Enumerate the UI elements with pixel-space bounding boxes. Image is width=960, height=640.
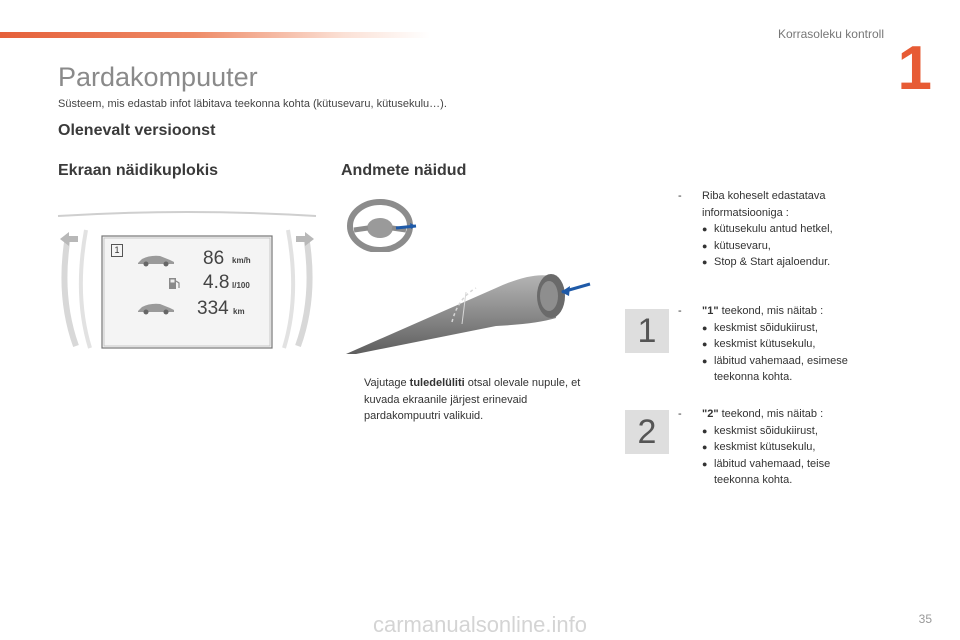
speed-unit: km/h bbox=[232, 256, 251, 265]
light-stalk-illustration bbox=[346, 262, 596, 354]
list-item: ● kütusekulu antud hetkel, bbox=[702, 221, 877, 238]
trip2-digit: 2 bbox=[625, 410, 669, 454]
list-item: ● keskmist sõidukiirust, bbox=[702, 320, 877, 337]
instant-list bbox=[702, 221, 877, 271]
trip1-dash: - bbox=[678, 305, 682, 317]
trip2-intro: teekond, mis näitab : bbox=[718, 408, 824, 420]
instrument-cluster-illustration bbox=[56, 206, 318, 352]
instant-dash: - bbox=[678, 190, 682, 202]
trip1-digit: 1 bbox=[625, 309, 669, 353]
trip1-intro-line bbox=[702, 303, 877, 320]
trip2-intro-line bbox=[702, 406, 877, 423]
fuel-pump-icon bbox=[168, 276, 180, 295]
list-item: ● Stop & Start ajaloendur. bbox=[702, 254, 877, 271]
trip1-label: "1" bbox=[702, 305, 719, 317]
trip2-dash: - bbox=[678, 408, 682, 420]
instant-info-block bbox=[702, 188, 877, 271]
list-item: ● keskmist sõidukiirust, bbox=[702, 423, 877, 440]
watermark: carmanualsonline.info bbox=[372, 612, 588, 637]
steering-wheel-illustration bbox=[344, 196, 420, 252]
instruction-text bbox=[364, 375, 604, 425]
car-icon bbox=[136, 301, 176, 320]
turn-right-arrow-icon bbox=[296, 232, 314, 246]
consumption-value: 4.8 bbox=[203, 272, 230, 293]
list-item: ● kütusevaru, bbox=[702, 238, 877, 255]
trip2-info-block bbox=[702, 406, 877, 489]
trip-indicator-box: 1 bbox=[111, 244, 123, 257]
list-item: ● läbitud vahemaad, esimese teekonna kohta. bbox=[702, 353, 877, 386]
version-heading: Olenevalt versioonst bbox=[58, 122, 216, 139]
turn-left-arrow-icon bbox=[60, 232, 78, 246]
instruction-prefix: Vajutage bbox=[364, 377, 410, 389]
page-subtitle: Süsteem, mis edastab infot läbitava teekonna kohta (kütusevaru, kütusekulu…). bbox=[58, 98, 447, 110]
instruction-bold: tuledelüliti bbox=[409, 377, 465, 389]
instruction-suffix: otsal olevale nupule, et kuvada ekraanile järjest erinevaid pardakompuutri valikuid. bbox=[364, 377, 581, 422]
section-heading: Korrasoleku kontroll bbox=[777, 27, 884, 41]
trip2-label: "2" bbox=[702, 408, 719, 420]
chapter-number: 1 bbox=[897, 34, 932, 103]
page-number: 35 bbox=[918, 612, 932, 626]
trip1-info-block bbox=[702, 303, 877, 386]
consumption-unit: l/100 bbox=[232, 281, 250, 290]
trip1-intro: teekond, mis näitab : bbox=[718, 305, 824, 317]
page-title: Pardakompuuter bbox=[58, 62, 258, 92]
instant-intro: Riba koheselt edastatava informatsiooniga : bbox=[702, 190, 826, 219]
list-item: ● keskmist kütusekulu, bbox=[702, 439, 877, 456]
left-heading: Ekraan näidikuplokis bbox=[58, 162, 219, 179]
speed-value: 86 bbox=[203, 248, 225, 269]
trip1-list bbox=[702, 320, 877, 386]
range-unit: km bbox=[233, 307, 245, 316]
right-heading: Andmete näidud bbox=[341, 162, 467, 179]
list-item: ● läbitud vahemaad, teise teekonna kohta. bbox=[702, 456, 877, 489]
header-accent-bar bbox=[0, 32, 430, 38]
list-item: ● keskmist kütusekulu, bbox=[702, 336, 877, 353]
car-icon bbox=[136, 253, 176, 272]
trip2-list bbox=[702, 423, 877, 489]
range-value: 334 bbox=[197, 298, 229, 319]
